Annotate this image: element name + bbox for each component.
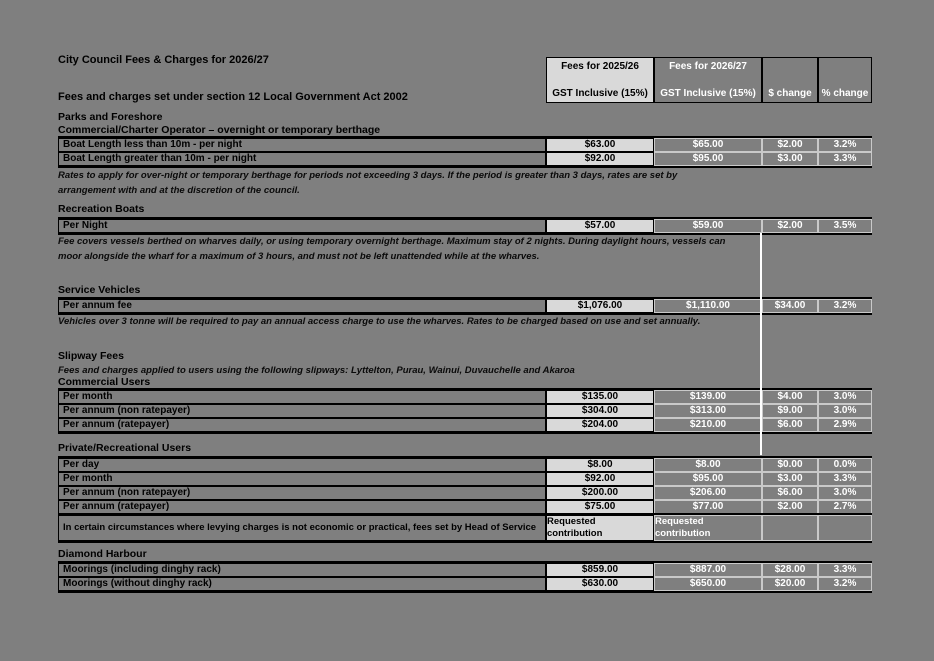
percent-change-cell: 3.0%: [818, 486, 872, 500]
fee-item-label: In certain circumstances where levying charges is not economic or practical, fees set by Head of Service: [58, 515, 546, 541]
percent-change-cell: 3.3%: [818, 152, 872, 166]
percent-change-cell: 3.3%: [818, 563, 872, 577]
column-header-dollar-change: [762, 57, 818, 103]
dollar-change-cell: $3.00: [762, 472, 818, 486]
percent-change-cell: 3.2%: [818, 299, 872, 313]
service-fee-rows: [58, 297, 872, 315]
percent-change-cell: 3.3%: [818, 472, 872, 486]
table-row: [58, 515, 872, 541]
recreation-fee-rows: [58, 217, 872, 235]
fee-2025-cell: $75.00: [546, 500, 654, 514]
diamond-harbour-fee-rows: [58, 561, 872, 593]
fee-2026-cell: $313.00: [654, 404, 762, 418]
dollar-change-cell: $6.00: [762, 486, 818, 500]
dollar-change-cell: $6.00: [762, 418, 818, 432]
fee-item-label: Per annum (ratepayer): [58, 500, 546, 514]
percent-change-cell: 3.0%: [818, 404, 872, 418]
parks-fee-rows: [58, 136, 872, 168]
fee-2025-cell: $92.00: [546, 472, 654, 486]
subsection-heading-commercial-charter: Commercial/Charter Operator – overnight or temporary berthage: [58, 124, 381, 136]
percent-change-cell: 3.5%: [818, 219, 872, 233]
fee-2025-cell: $135.00: [546, 390, 654, 404]
percent-change-cell: 3.2%: [818, 577, 872, 591]
fee-item-label: Per month: [58, 390, 546, 404]
section-heading-parks-foreshore: Parks and Foreshore: [58, 111, 163, 123]
fee-2026-cell: $650.00: [654, 577, 762, 591]
fee-2025-cell: $630.00: [546, 577, 654, 591]
fee-2025-cell: $92.00: [546, 152, 654, 166]
dollar-change-cell: $34.00: [762, 299, 818, 313]
fee-2026-cell: Requested contribution: [654, 515, 762, 541]
fee-2025-cell: $859.00: [546, 563, 654, 577]
fee-2025-cell: Requested contribution: [546, 515, 654, 541]
subsection-heading-private-recreational-users: Private/Recreational Users: [58, 442, 192, 454]
column-header-fees-2025: [546, 57, 654, 103]
fee-item-label: Per Night: [58, 219, 546, 233]
fee-2026-cell: $1,110.00: [654, 299, 762, 313]
fees-2025-line1: Fees for 2025/26: [561, 61, 639, 72]
fee-item-label: Per annum (non ratepayer): [58, 486, 546, 500]
fee-2025-cell: $57.00: [546, 219, 654, 233]
percent-change-cell: 0.0%: [818, 458, 872, 472]
dollar-change-cell: $2.00: [762, 219, 818, 233]
percent-change-cell: [818, 515, 872, 541]
column-header-fees-2026: [654, 57, 762, 103]
fee-2025-cell: $1,076.00: [546, 299, 654, 313]
percent-change-label: % change: [821, 88, 869, 99]
dollar-change-cell: $2.00: [762, 500, 818, 514]
table-row: [58, 152, 872, 166]
percent-change-cell: 2.7%: [818, 500, 872, 514]
section-heading-recreation-boats: Recreation Boats: [58, 203, 145, 215]
percent-change-cell: 2.9%: [818, 418, 872, 432]
table-row: [58, 418, 872, 432]
fee-item-label: Per annum (ratepayer): [58, 418, 546, 432]
table-row: [58, 299, 872, 313]
dollar-change-cell: $3.00: [762, 152, 818, 166]
fee-item-label: Moorings (without dinghy rack): [58, 577, 546, 591]
fee-2026-cell: $95.00: [654, 472, 762, 486]
special-contribution-row: [58, 513, 872, 543]
table-row: [58, 563, 872, 577]
fee-2026-cell: $210.00: [654, 418, 762, 432]
table-row: [58, 390, 872, 404]
dollar-change-cell: $20.00: [762, 577, 818, 591]
fee-2026-cell: $8.00: [654, 458, 762, 472]
fee-2025-cell: $204.00: [546, 418, 654, 432]
fee-2026-cell: $59.00: [654, 219, 762, 233]
fee-2025-cell: $8.00: [546, 458, 654, 472]
dollar-change-cell: $4.00: [762, 390, 818, 404]
table-row: [58, 500, 872, 514]
fee-2026-cell: $139.00: [654, 390, 762, 404]
column-gridline-artifact: [760, 233, 762, 455]
section-heading-slipway-fees: Slipway Fees: [58, 350, 124, 362]
percent-change-cell: 3.2%: [818, 138, 872, 152]
dollar-change-cell: $28.00: [762, 563, 818, 577]
table-row: [58, 138, 872, 152]
recreation-note: Fee covers vessels berthed on wharves daily, or using temporary overnight berthage. Maximum stay of 2 nights. During daylight hours, vessels can moor alongside the wharf for a maximum of 3 hours, and must not be left unattended while at the wharves.: [58, 236, 726, 262]
table-row: [58, 404, 872, 418]
service-note: Vehicles over 3 tonne will be required to pay an annual access charge to use the wharves. Rates to be charged based on use and set annually.: [58, 316, 701, 327]
table-row: [58, 472, 872, 486]
dollar-change-cell: $2.00: [762, 138, 818, 152]
fee-item-label: Moorings (including dinghy rack): [58, 563, 546, 577]
column-header-percent-change: [818, 57, 872, 103]
fee-2025-cell: $63.00: [546, 138, 654, 152]
parks-note: Rates to apply for over-night or temporary berthage for periods not exceeding 3 days. If the period is greater than 3 days, rates are set by arrangement with and at the discretion of the council.: [58, 170, 678, 196]
slipway-note: Fees and charges applied to users using the following slipways: Lyttelton, Purau, Wainui, Duvauchelle and Akaroa: [58, 365, 575, 376]
table-row: [58, 486, 872, 500]
fee-item-label: Boat Length less than 10m - per night: [58, 138, 546, 152]
private-users-fee-rows: [58, 456, 872, 516]
fee-item-label: Per annum fee: [58, 299, 546, 313]
fee-item-label: Per month: [58, 472, 546, 486]
fee-2025-cell: $304.00: [546, 404, 654, 418]
fee-2026-cell: $887.00: [654, 563, 762, 577]
page-title: City Council Fees & Charges for 2026/27: [58, 54, 269, 66]
fee-2026-cell: $77.00: [654, 500, 762, 514]
section-heading-service-vehicles: Service Vehicles: [58, 284, 141, 296]
fee-item-label: Boat Length greater than 10m - per night: [58, 152, 546, 166]
fee-2026-cell: $206.00: [654, 486, 762, 500]
dollar-change-label: $ change: [768, 88, 812, 99]
table-row: [58, 219, 872, 233]
fee-item-label: Per day: [58, 458, 546, 472]
fee-2026-cell: $95.00: [654, 152, 762, 166]
dollar-change-cell: $9.00: [762, 404, 818, 418]
dollar-change-cell: [762, 515, 818, 541]
table-row: [58, 577, 872, 591]
subsection-heading-commercial-users: Commercial Users: [58, 376, 151, 388]
fees-2026-line2: GST Inclusive (15%): [660, 88, 756, 99]
fee-item-label: Per annum (non ratepayer): [58, 404, 546, 418]
fees-2026-line1: Fees for 2026/27: [669, 61, 747, 72]
table-column-headers: [546, 57, 872, 103]
fee-2026-cell: $65.00: [654, 138, 762, 152]
fee-2025-cell: $200.00: [546, 486, 654, 500]
commercial-users-fee-rows: [58, 388, 872, 434]
page-subtitle: Fees and charges set under section 12 Local Government Act 2002: [58, 91, 408, 103]
dollar-change-cell: $0.00: [762, 458, 818, 472]
fees-2025-line2: GST Inclusive (15%): [552, 88, 648, 99]
section-heading-diamond-harbour: Diamond Harbour: [58, 548, 147, 560]
table-row: [58, 458, 872, 472]
percent-change-cell: 3.0%: [818, 390, 872, 404]
